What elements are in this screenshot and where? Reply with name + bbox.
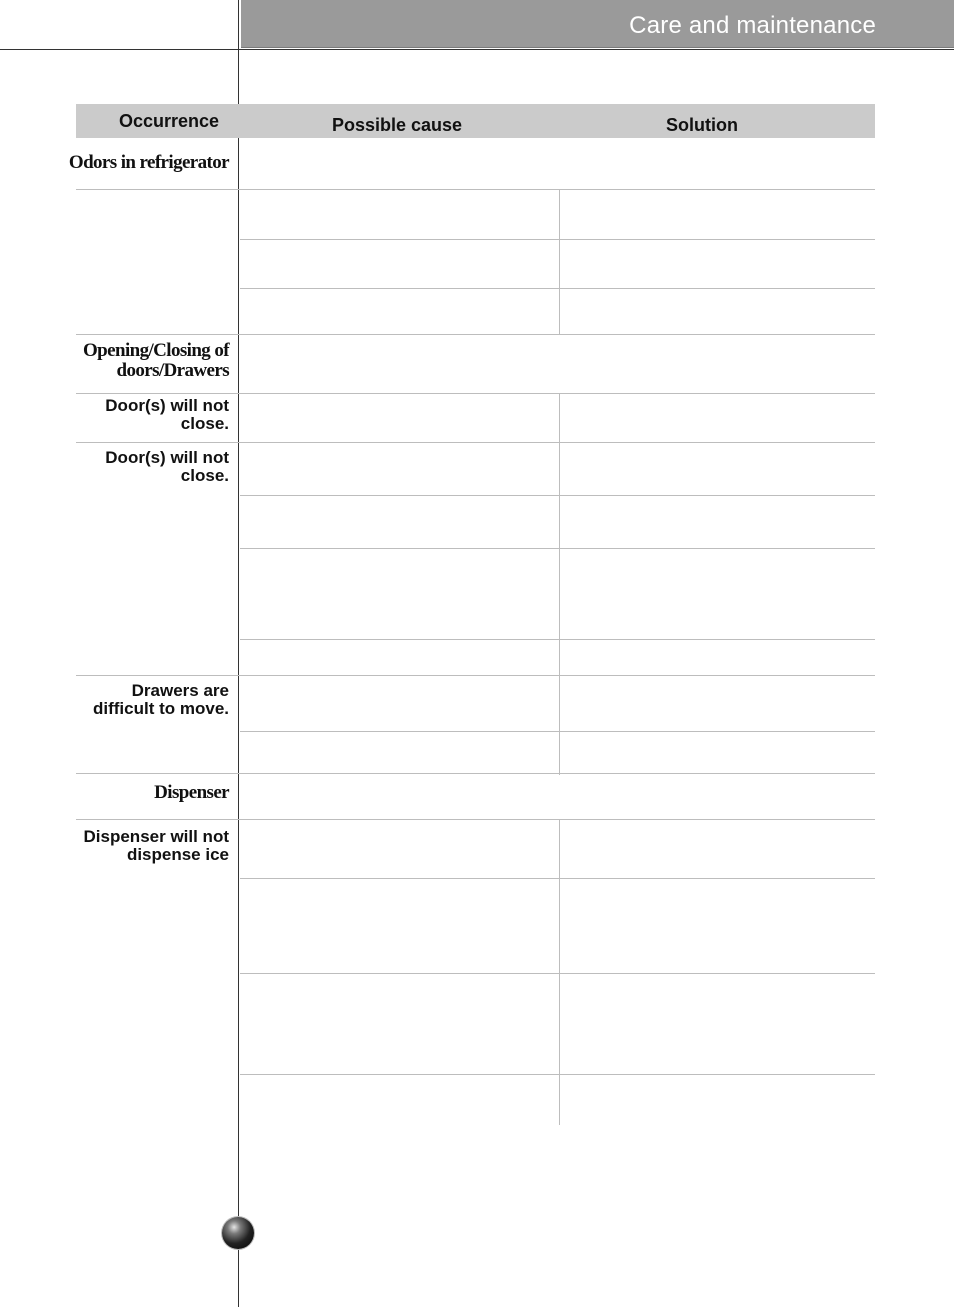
column-divider [559, 394, 560, 775]
column-header-solution: Solution [666, 115, 738, 135]
row-divider [240, 731, 875, 732]
row-divider [240, 878, 875, 879]
occurrence-door-will-not-close: Door(s) will not close. [105, 396, 229, 433]
row-divider [76, 819, 875, 820]
row-divider [76, 334, 875, 335]
occurrence-dispenser-no-ice: Dispenser will not dispense ice [83, 827, 229, 864]
row-divider [240, 495, 875, 496]
table-header [76, 104, 875, 138]
column-header-occurrence: Occurrence [119, 111, 220, 131]
section-heading-odors: Odors in refrigerator [68, 152, 229, 173]
page-title: Care and maintenance [629, 12, 876, 39]
row-divider [76, 773, 875, 774]
occurrence-drawers-difficult: Drawers are difficult to move. [93, 681, 229, 718]
page-number-bullet [222, 1217, 254, 1249]
row-divider [240, 973, 875, 974]
row-divider [240, 548, 875, 549]
header-rule [0, 49, 954, 50]
column-divider [559, 190, 560, 334]
column-header-cause: Possible cause [332, 115, 463, 135]
row-divider [76, 393, 875, 394]
row-divider [240, 1074, 875, 1075]
header-bar [241, 0, 954, 48]
row-divider [240, 639, 875, 640]
row-divider [240, 288, 875, 289]
row-divider [240, 239, 875, 240]
occurrence-door-will-not-close: Door(s) will not close. [105, 448, 229, 485]
section-heading-dispenser: Dispenser [154, 782, 229, 803]
margin-rule [238, 0, 239, 1307]
section-heading-opening-closing: Opening/Closing of doors/Drawers [83, 340, 229, 381]
column-divider [559, 820, 560, 1125]
row-divider [76, 675, 875, 676]
row-divider [76, 189, 875, 190]
row-divider [76, 442, 875, 443]
